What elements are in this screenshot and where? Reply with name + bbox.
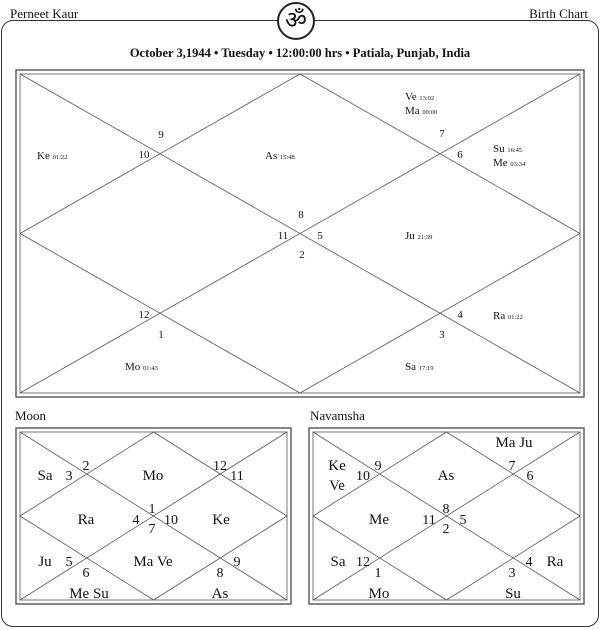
- planet-label: Mo: [142, 468, 164, 484]
- chart-type-label: Birth Chart: [529, 6, 588, 21]
- navamsha-chart-title: Navamsha: [310, 408, 365, 423]
- house-number: 6: [526, 469, 534, 484]
- house-number: 3: [508, 566, 516, 581]
- planet-mars: Ma 00:00: [405, 105, 438, 117]
- house-number: 6: [82, 566, 90, 581]
- ascendant: As 15:48: [265, 150, 295, 162]
- house-number: 1: [374, 566, 382, 581]
- house-number: 2: [299, 249, 305, 261]
- planet-mercury: Me 03:34: [493, 157, 526, 169]
- house-number: 11: [422, 513, 436, 528]
- house-number: 7: [148, 522, 156, 537]
- house-number: 9: [233, 555, 241, 570]
- planet-label: Su: [505, 586, 521, 602]
- house-number: 5: [317, 230, 323, 242]
- house-number: 10: [164, 513, 178, 528]
- planet-label: Sa: [37, 468, 53, 484]
- house-number: 12: [356, 555, 370, 570]
- planet-rahu: Ra 01:22: [493, 310, 523, 322]
- house-number: 5: [459, 513, 467, 528]
- om-icon: [277, 2, 315, 40]
- house-number: 5: [65, 555, 73, 570]
- house-number: 8: [216, 566, 224, 581]
- person-name: Perneet Kaur: [10, 6, 79, 21]
- planet-sun: Su 16:45: [493, 143, 523, 155]
- house-number: 8: [298, 209, 304, 221]
- planet-label: Ra: [546, 554, 564, 570]
- planet-label: Me: [369, 512, 389, 528]
- main-birth-chart: [15, 69, 585, 398]
- house-number: 4: [132, 513, 140, 528]
- house-number: 9: [158, 129, 164, 141]
- moon-chart-title: Moon: [15, 408, 47, 423]
- house-number: 4: [457, 309, 463, 321]
- planet-label: Mo: [368, 586, 390, 602]
- house-number: 6: [457, 149, 463, 161]
- house-number: 1: [158, 329, 164, 341]
- house-number: 11: [230, 469, 244, 484]
- planet-label: Me Su: [69, 586, 109, 602]
- house-number: 4: [525, 555, 533, 570]
- house-number: 12: [138, 309, 150, 321]
- house-number: 2: [442, 522, 450, 537]
- house-number: 3: [439, 329, 445, 341]
- house-number: 9: [374, 459, 382, 474]
- house-number: 7: [508, 459, 516, 474]
- house-number: 3: [65, 469, 73, 484]
- planet-label: As: [211, 586, 229, 602]
- planet-moon: Mo 01:43: [125, 361, 158, 373]
- house-number: 2: [82, 459, 90, 474]
- planet-ketu: Ke 01:22: [37, 150, 68, 162]
- house-number: 1: [148, 502, 156, 517]
- house-number: 7: [439, 128, 445, 140]
- planet-label: Ra: [77, 512, 95, 528]
- house-number: 8: [442, 502, 450, 517]
- planet-label: Sa: [330, 554, 346, 570]
- planet-jupiter: Ju 21:39: [405, 230, 433, 242]
- planet-label: Ma Ve: [133, 554, 173, 570]
- house-number: 10: [138, 149, 150, 161]
- planet-label: Ju: [38, 554, 52, 570]
- planet-saturn: Sa 17:19: [405, 361, 434, 373]
- house-number: 11: [277, 230, 289, 242]
- planet-label: Ke: [328, 458, 346, 474]
- planet-label: Ve: [329, 478, 345, 494]
- planet-venus: Ve 13:02: [405, 91, 435, 103]
- birth-details: October 3,1944 • Tuesday • 12:00:00 hrs • Patiala, Punjab, India: [129, 46, 471, 60]
- house-number: 12: [213, 459, 227, 474]
- om-symbol: ॐ: [285, 8, 307, 34]
- planet-label: As: [437, 468, 455, 484]
- planet-label: Ke: [212, 512, 230, 528]
- navamsha-chart: [308, 427, 585, 605]
- planet-label: Ma Ju: [495, 435, 533, 451]
- house-number: 10: [356, 469, 370, 484]
- moon-chart: [15, 427, 292, 605]
